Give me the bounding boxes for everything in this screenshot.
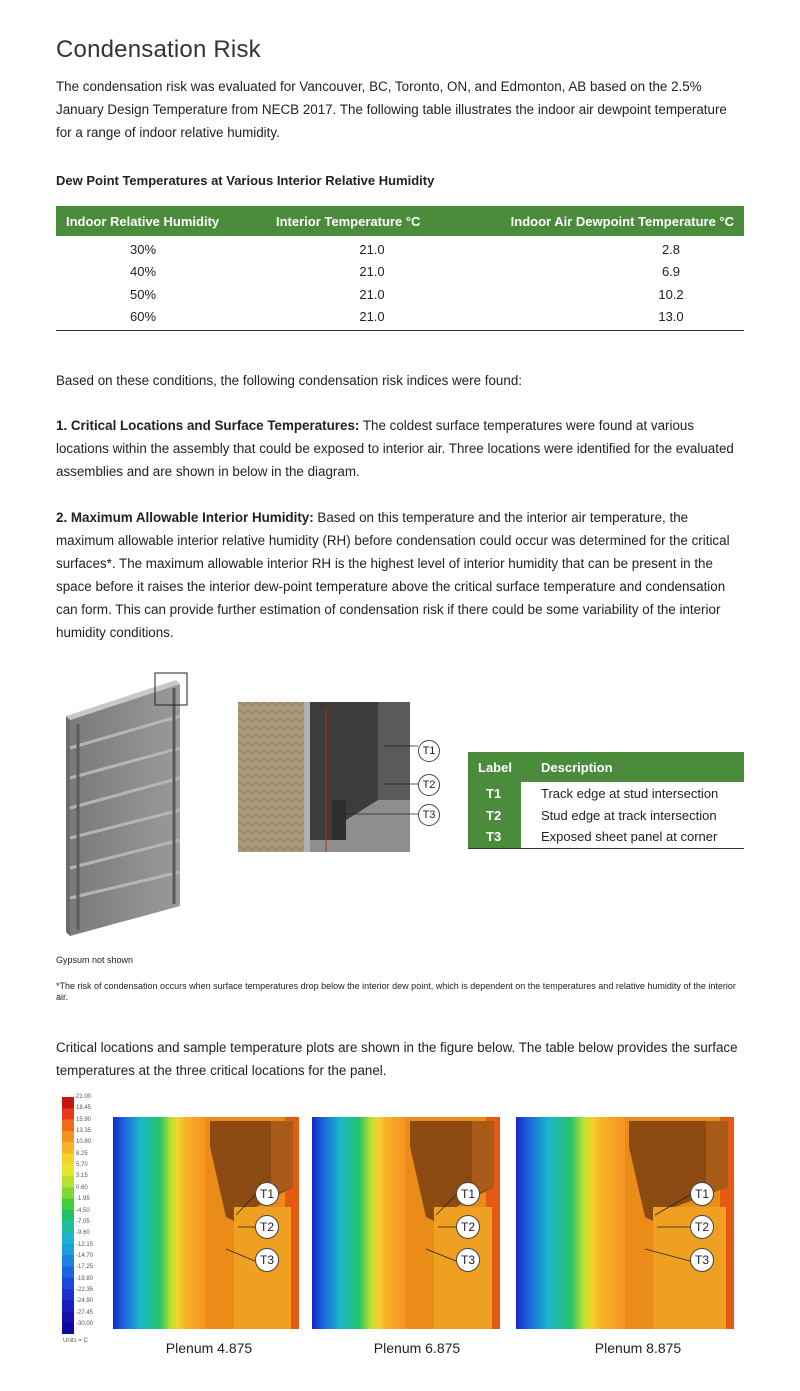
cell-dewpoint: 6.9	[661, 263, 681, 279]
legend-tick-label: -17.25	[76, 1264, 94, 1271]
callout-t2: T2	[418, 774, 440, 796]
cell-rh: 40%	[130, 263, 157, 279]
label-description: Exposed sheet panel at corner	[521, 826, 744, 848]
table-row	[468, 804, 744, 826]
label-code: T3	[468, 826, 521, 848]
label-table-header	[468, 752, 744, 782]
panel-3d-illustration	[56, 668, 196, 938]
plot-callout-t2: T2	[255, 1215, 279, 1239]
header-label: Label	[468, 752, 521, 782]
header-dewpoint: Indoor Air Dewpoint Temperature °C	[510, 213, 734, 229]
legend-tick-label: 13.35	[76, 1128, 92, 1135]
cell-temp: 21.0	[359, 242, 385, 258]
item2-heading: 2. Maximum Allowable Interior Humidity:	[56, 510, 314, 525]
legend-tick-label: -22.35	[76, 1286, 94, 1293]
callout-t3: T3	[418, 804, 440, 826]
temperature-color-legend	[62, 1097, 74, 1334]
legend-tick-label: 3.15	[76, 1173, 88, 1180]
table-caption: Dew Point Temperatures at Various Interior Relative Humidity	[56, 173, 435, 188]
item1-heading: 1. Critical Locations and Surface Temperatures:	[56, 418, 360, 433]
legend-tick-label: -27.45	[76, 1309, 94, 1316]
cell-dewpoint: 10.2	[658, 287, 684, 303]
legend-color-bar	[62, 1097, 74, 1334]
header-description: Description	[521, 752, 744, 782]
legend-tick-label: 21.00	[76, 1094, 92, 1100]
plot-label: Plenum 8.875	[594, 1340, 682, 1356]
table-row	[468, 782, 744, 804]
item2-paragraph	[56, 506, 746, 644]
legend-tick-label: -4.50	[76, 1207, 90, 1214]
conditions-paragraph: Based on these conditions, the following condensation risk indices were found:	[56, 373, 522, 388]
page-title: Condensation Risk	[56, 36, 261, 63]
table-row	[468, 826, 744, 848]
plot-callout-t2: T2	[690, 1215, 714, 1239]
cell-rh: 50%	[130, 287, 157, 303]
legend-tick-label: -9.60	[76, 1230, 90, 1237]
legend-units: Units = C	[63, 1338, 88, 1344]
plot-label: Plenum 4.875	[165, 1340, 253, 1356]
dew-point-table	[56, 206, 744, 331]
cell-temp: 21.0	[359, 263, 385, 279]
plot-callout-t3: T3	[690, 1248, 714, 1272]
label-description: Track edge at stud intersection	[541, 785, 719, 801]
legend-tick-label: 15.90	[76, 1116, 92, 1123]
legend-tick-label: 10.80	[76, 1139, 92, 1146]
label-code: T1	[468, 782, 521, 804]
header-interior-temp: Interior Temperature °C	[276, 213, 421, 229]
corner-detail-illustration	[238, 700, 448, 855]
table-row	[56, 283, 744, 307]
item1-text: The coldest surface temperatures were found at various locations within the assembly that could be exposed to interior air. Three locations were identified for the evaluated assemblies and are shown in below in the diagram.	[56, 418, 734, 479]
table-row	[56, 260, 744, 284]
legend-tick-label: -14.70	[76, 1252, 94, 1259]
legend-tick-label: -19.80	[76, 1275, 94, 1282]
table-header-row	[56, 206, 744, 236]
table-row	[56, 236, 744, 260]
cell-rh: 60%	[56, 307, 266, 331]
plot-callout-t1: T1	[456, 1182, 480, 1206]
callout-t1: T1	[418, 740, 440, 762]
item2-text: Based on this temperature and the interior air temperature, the maximum allowable interior relative humidity (RH) before condensation could occur was determined for the critical surfaces*. The maximum allowable interior RH is the highest level of interior humidity that can be present in the space before it raises the interior dew-point temperature above the critical surface temperature and condensation can form. This can provide further estimation of condensation risk if there could be some variability of the interior humidity conditions.	[56, 510, 730, 640]
cell-dewpoint: 2.8	[661, 242, 681, 258]
label-code: T2	[468, 804, 521, 826]
cell-temp: 21.0	[266, 307, 478, 331]
plot-callout-t1: T1	[255, 1182, 279, 1206]
footnote: *The risk of condensation occurs when surface temperatures drop below the interior dew point, which is dependent on the temperatures and relative humidity of the interior air.	[56, 981, 736, 1002]
legend-tick-label: -30.00	[76, 1321, 94, 1327]
cell-dewpoint: 13.0	[478, 307, 744, 331]
label-description: Stud edge at track intersection	[541, 807, 717, 823]
legend-tick-label: -1.95	[76, 1196, 90, 1203]
legend-tick-label: -12.15	[76, 1241, 94, 1248]
table-row	[56, 307, 744, 331]
plot-callout-t3: T3	[456, 1248, 480, 1272]
legend-tick-label: 18.45	[76, 1105, 92, 1112]
gypsum-note: Gypsum not shown	[56, 955, 134, 965]
plot-label: Plenum 6.875	[373, 1340, 461, 1356]
header-indoor-rh: Indoor Relative Humidity	[66, 213, 220, 229]
legend-tick-label: 5.70	[76, 1162, 88, 1169]
label-table	[468, 752, 744, 849]
cell-temp: 21.0	[359, 287, 385, 303]
plots-intro-paragraph: Critical locations and sample temperature plots are shown in the figure below. The table below provides the surface temperatures at the three critical locations for the panel.	[56, 1040, 738, 1078]
plot-callout-t3: T3	[255, 1248, 279, 1272]
legend-tick-label: -7.05	[76, 1218, 90, 1225]
plot-callout-t2: T2	[456, 1215, 480, 1239]
plot-callout-t1: T1	[690, 1182, 714, 1206]
item1-paragraph	[56, 414, 746, 483]
intro-paragraph: The condensation risk was evaluated for Vancouver, BC, Toronto, ON, and Edmonton, AB based on the 2.5% January Design Temperature from NECB 2017. The following table illustrates the indoor air dewpoint temperature for a range of indoor relative humidity.	[56, 79, 727, 140]
legend-tick-label: -24.90	[76, 1298, 94, 1305]
cell-rh: 30%	[130, 242, 157, 258]
legend-tick-label: 8.25	[76, 1150, 88, 1157]
legend-tick-label: 0.60	[76, 1184, 88, 1191]
